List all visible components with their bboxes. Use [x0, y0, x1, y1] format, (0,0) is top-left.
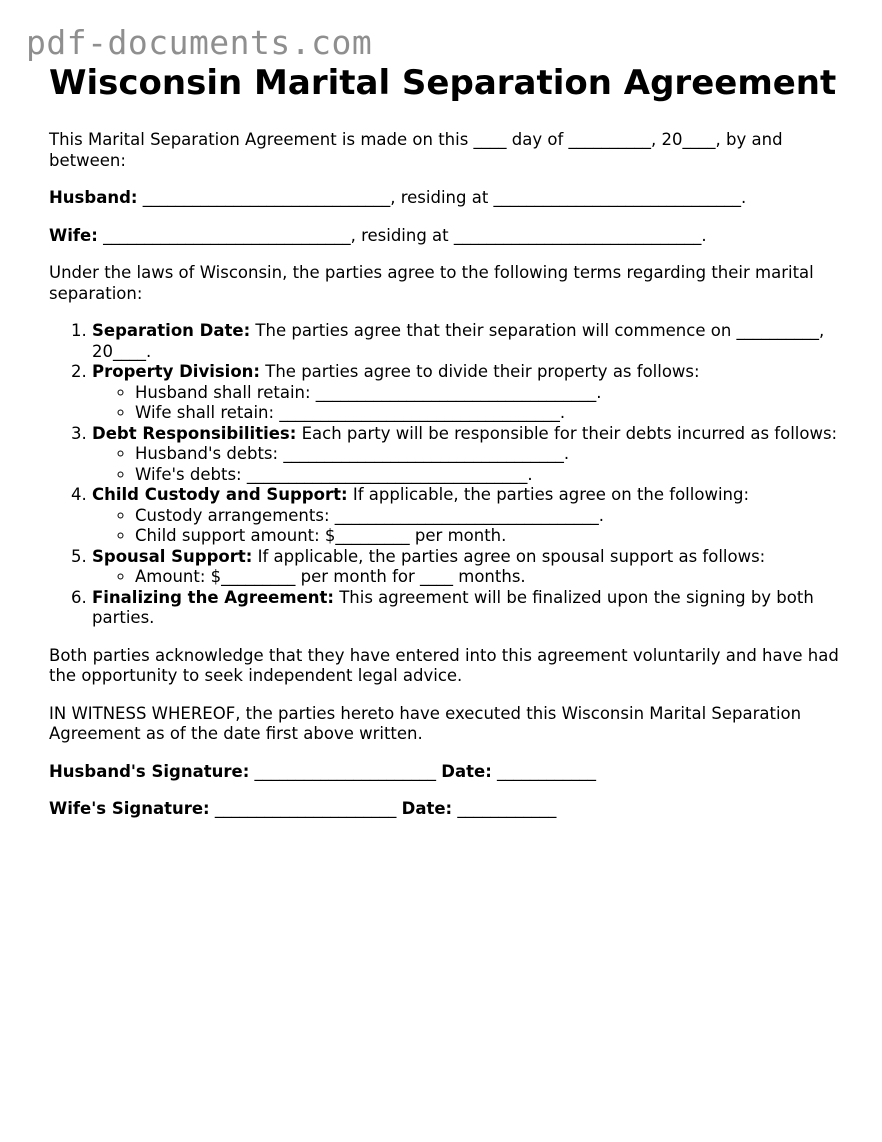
term-text: If applicable, the parties agree on spousal support as follows: — [252, 546, 766, 566]
sub-list — [92, 383, 849, 424]
term-property-division — [92, 362, 849, 424]
husband-label: Husband: — [49, 188, 138, 207]
husband-date-label: Date: — [441, 761, 492, 781]
intro-paragraph: This Marital Separation Agreement is made on this ____ day of __________, 20____, by and between: — [49, 130, 783, 170]
sub-item: ◦ Wife's debts: __________________________________. — [135, 465, 849, 486]
sub-item: ◦ Custody arrangements: ________________________________. — [135, 506, 849, 527]
term-text: If applicable, the parties agree on the following: — [347, 485, 750, 504]
sub-list — [92, 506, 849, 547]
sub-list — [92, 444, 849, 485]
acknowledge-paragraph: Both parties acknowledge that they have entered into this agreement voluntarily and have had the opportunity to seek independent legal advice. — [49, 645, 839, 685]
term-label: Debt Responsibilities: — [92, 423, 297, 443]
sub-list — [92, 567, 849, 588]
document-body — [49, 62, 849, 837]
sub-item: ◦ Wife shall retain: __________________________________. — [135, 403, 849, 424]
sub-item: ◦ Amount: $_________ per month for ____ months. — [135, 567, 849, 588]
term-label: Spousal Support: — [92, 546, 253, 566]
wife-signature-label: Wife's Signature: — [49, 799, 210, 818]
husband-signature-label: Husband's Signature: — [49, 761, 250, 781]
term-debt-responsibilities — [92, 424, 849, 486]
term-child-custody — [92, 485, 849, 547]
watermark: pdf-documents.com — [26, 23, 373, 62]
term-label: Child Custody and Support: — [92, 485, 348, 504]
sub-item: ◦ Husband's debts: __________________________________. — [135, 444, 849, 465]
under-laws-paragraph: Under the laws of Wisconsin, the parties agree to the following terms regarding their marital separation: — [49, 263, 814, 303]
term-label: Separation Date: — [92, 321, 251, 340]
wife-date-blank: ____________ — [452, 799, 557, 818]
sub-item: ◦ Husband shall retain: __________________________________. — [135, 383, 849, 404]
husband-line — [49, 188, 849, 209]
wife-signature-blank: ______________________ — [209, 799, 402, 818]
term-spousal-support — [92, 547, 849, 588]
term-text: The parties agree that their separation will commence on __________, 20____. — [92, 321, 825, 361]
term-text: The parties agree to divide their property as follows: — [260, 362, 700, 381]
wife-line — [49, 226, 849, 247]
term-text: This agreement will be finalized upon the signing by both parties. — [92, 587, 814, 627]
husband-signature-line — [49, 762, 849, 783]
document-title: Wisconsin Marital Separation Agreement — [49, 63, 837, 103]
wife-label: Wife: — [49, 225, 98, 245]
husband-signature-blank: ______________________ — [249, 761, 442, 781]
term-label: Finalizing the Agreement: — [92, 587, 334, 607]
wife-signature-line — [49, 799, 849, 820]
witness-paragraph: IN WITNESS WHEREOF, the parties hereto have executed this Wisconsin Marital Separation Agreement as of the date first above written. — [49, 703, 802, 743]
term-label: Property Division: — [92, 362, 261, 381]
term-text: Each party will be responsible for their debts incurred as follows: — [296, 423, 838, 443]
sub-item: ◦ Child support amount: $_________ per month. — [135, 526, 849, 547]
husband-date-blank: ____________ — [491, 761, 597, 781]
term-finalizing — [92, 588, 849, 629]
terms-list — [49, 321, 849, 629]
husband-fill: ______________________________, residing at ______________________________. — [137, 188, 747, 207]
term-separation-date — [92, 321, 849, 362]
wife-fill: ______________________________, residing at ______________________________. — [97, 225, 707, 245]
wife-date-label: Date: — [401, 799, 453, 818]
